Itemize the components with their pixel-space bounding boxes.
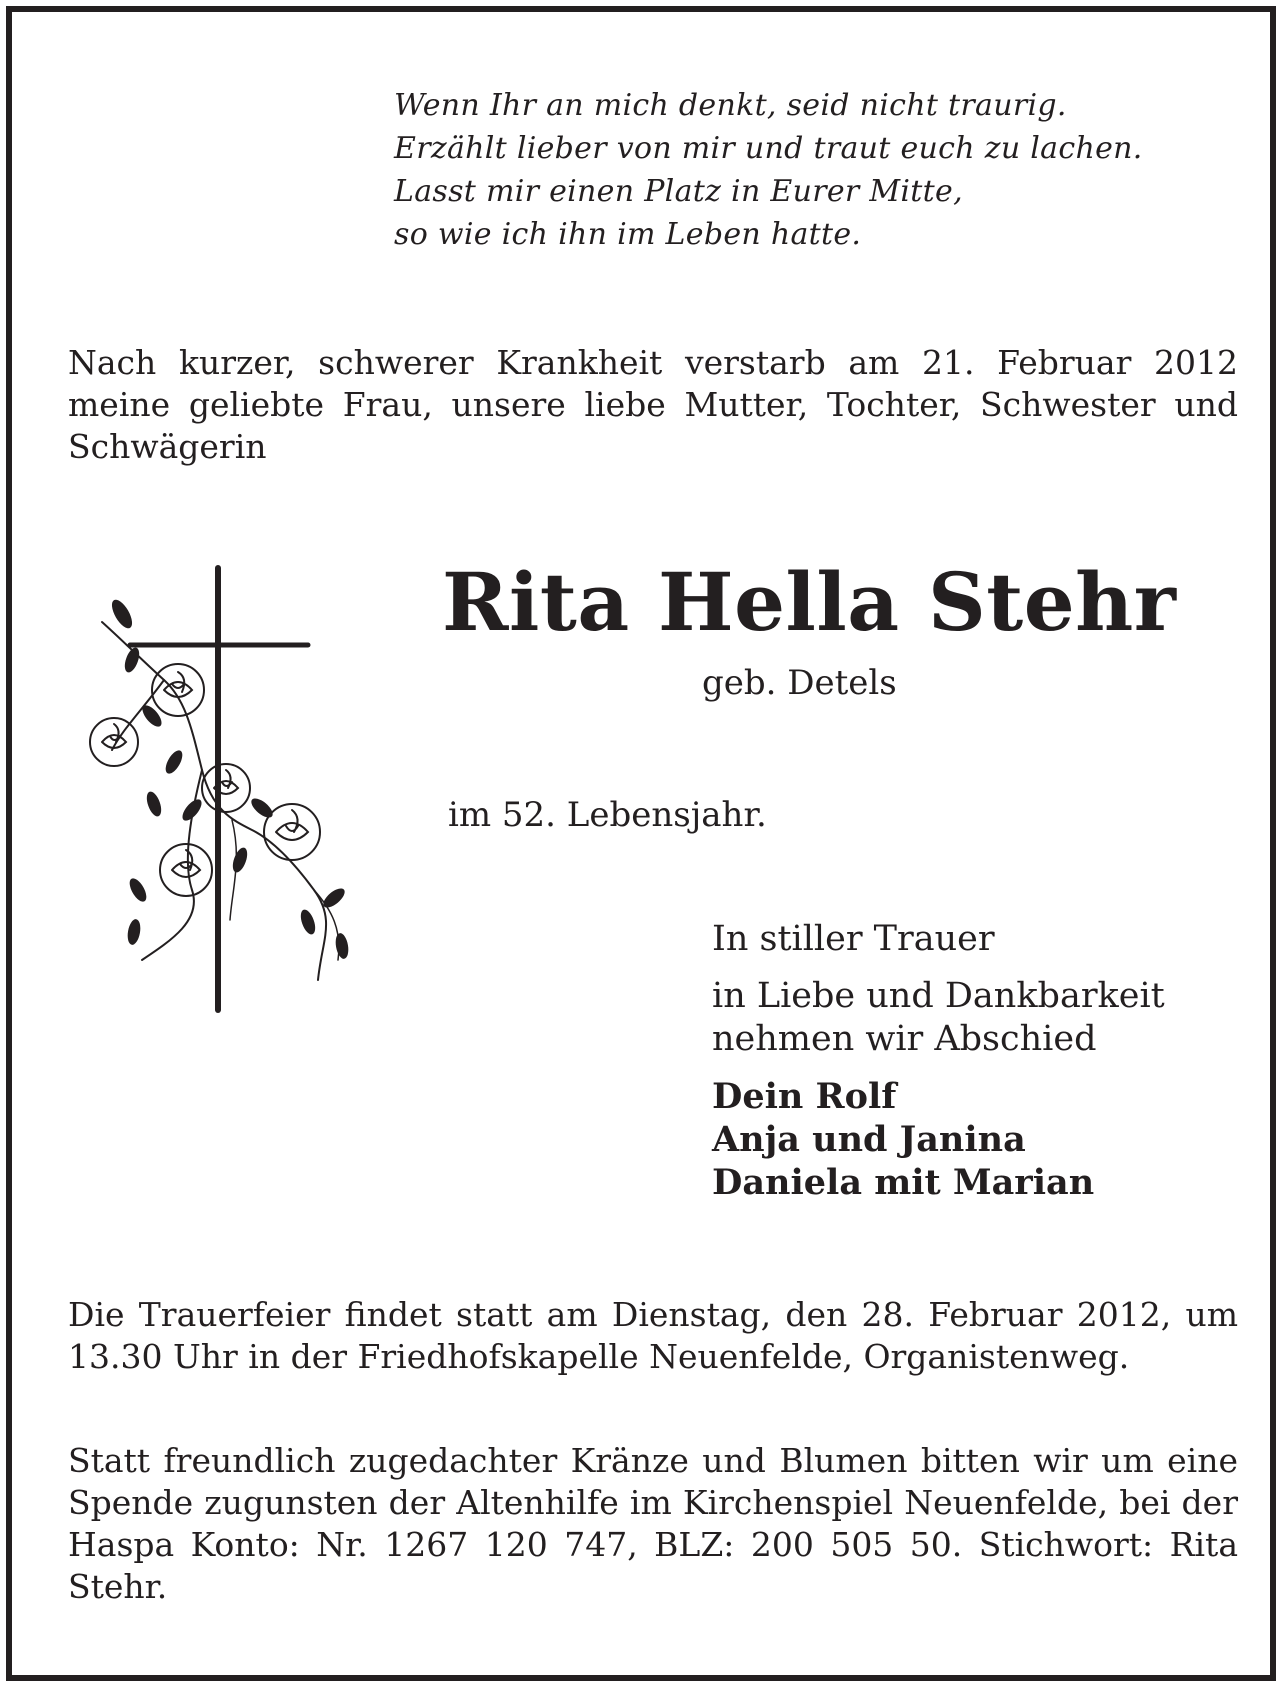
funeral-service-info: Die Trauerfeier findet statt am Dienstag, den 28. Februar 2012, um 13.30 Uhr in der Friedhofskapelle Neuenfelde, Organistenweg. — [68, 1295, 1238, 1376]
poem — [394, 84, 1254, 256]
death-announcement: Nach kurzer, schwerer Krankheit verstarb am 21. Februar 2012 meine geliebte Frau, unsere liebe Mutter, Tochter, Schwester und Schwägerin — [68, 343, 1238, 466]
mourning-block — [712, 918, 1252, 1204]
donation-request: Statt freundlich zugedachter Kränze und Blumen bitten wir um eine Spende zugunsten der Altenhilfe im Kirchenspiel Neuenfelde, bei der Haspa Konto: Nr. 1267 120 747, BLZ: 200 505 50. Stichwort: Rita Stehr. — [68, 1441, 1238, 1606]
poem-line: so wie ich ihn im Leben hatte. — [394, 217, 862, 252]
poem-line: Erzählt lieber von mir und traut euch zu lachen. — [394, 131, 1143, 166]
mourner-name: Dein Rolf — [712, 1076, 897, 1117]
age-line: im 52. Lebensjahr. — [448, 795, 767, 835]
obituary-frame — [6, 6, 1276, 1681]
cross-with-roses-icon — [82, 560, 382, 1020]
mourner-name: Daniela mit Marian — [712, 1162, 1095, 1203]
poem-line: Wenn Ihr an mich denkt, seid nicht traurig. — [394, 88, 1067, 123]
mourning-line: In stiller Trauer — [712, 919, 995, 959]
mourner-name: Anja und Janina — [712, 1119, 1026, 1160]
maiden-name: geb. Detels — [702, 663, 897, 703]
poem-line: Lasst mir einen Platz in Eurer Mitte, — [394, 174, 963, 209]
deceased-name: Rita Hella Stehr — [442, 555, 1177, 649]
mourning-line: nehmen wir Abschied — [712, 1019, 1097, 1059]
mourning-line: in Liebe und Dankbarkeit — [712, 976, 1165, 1016]
